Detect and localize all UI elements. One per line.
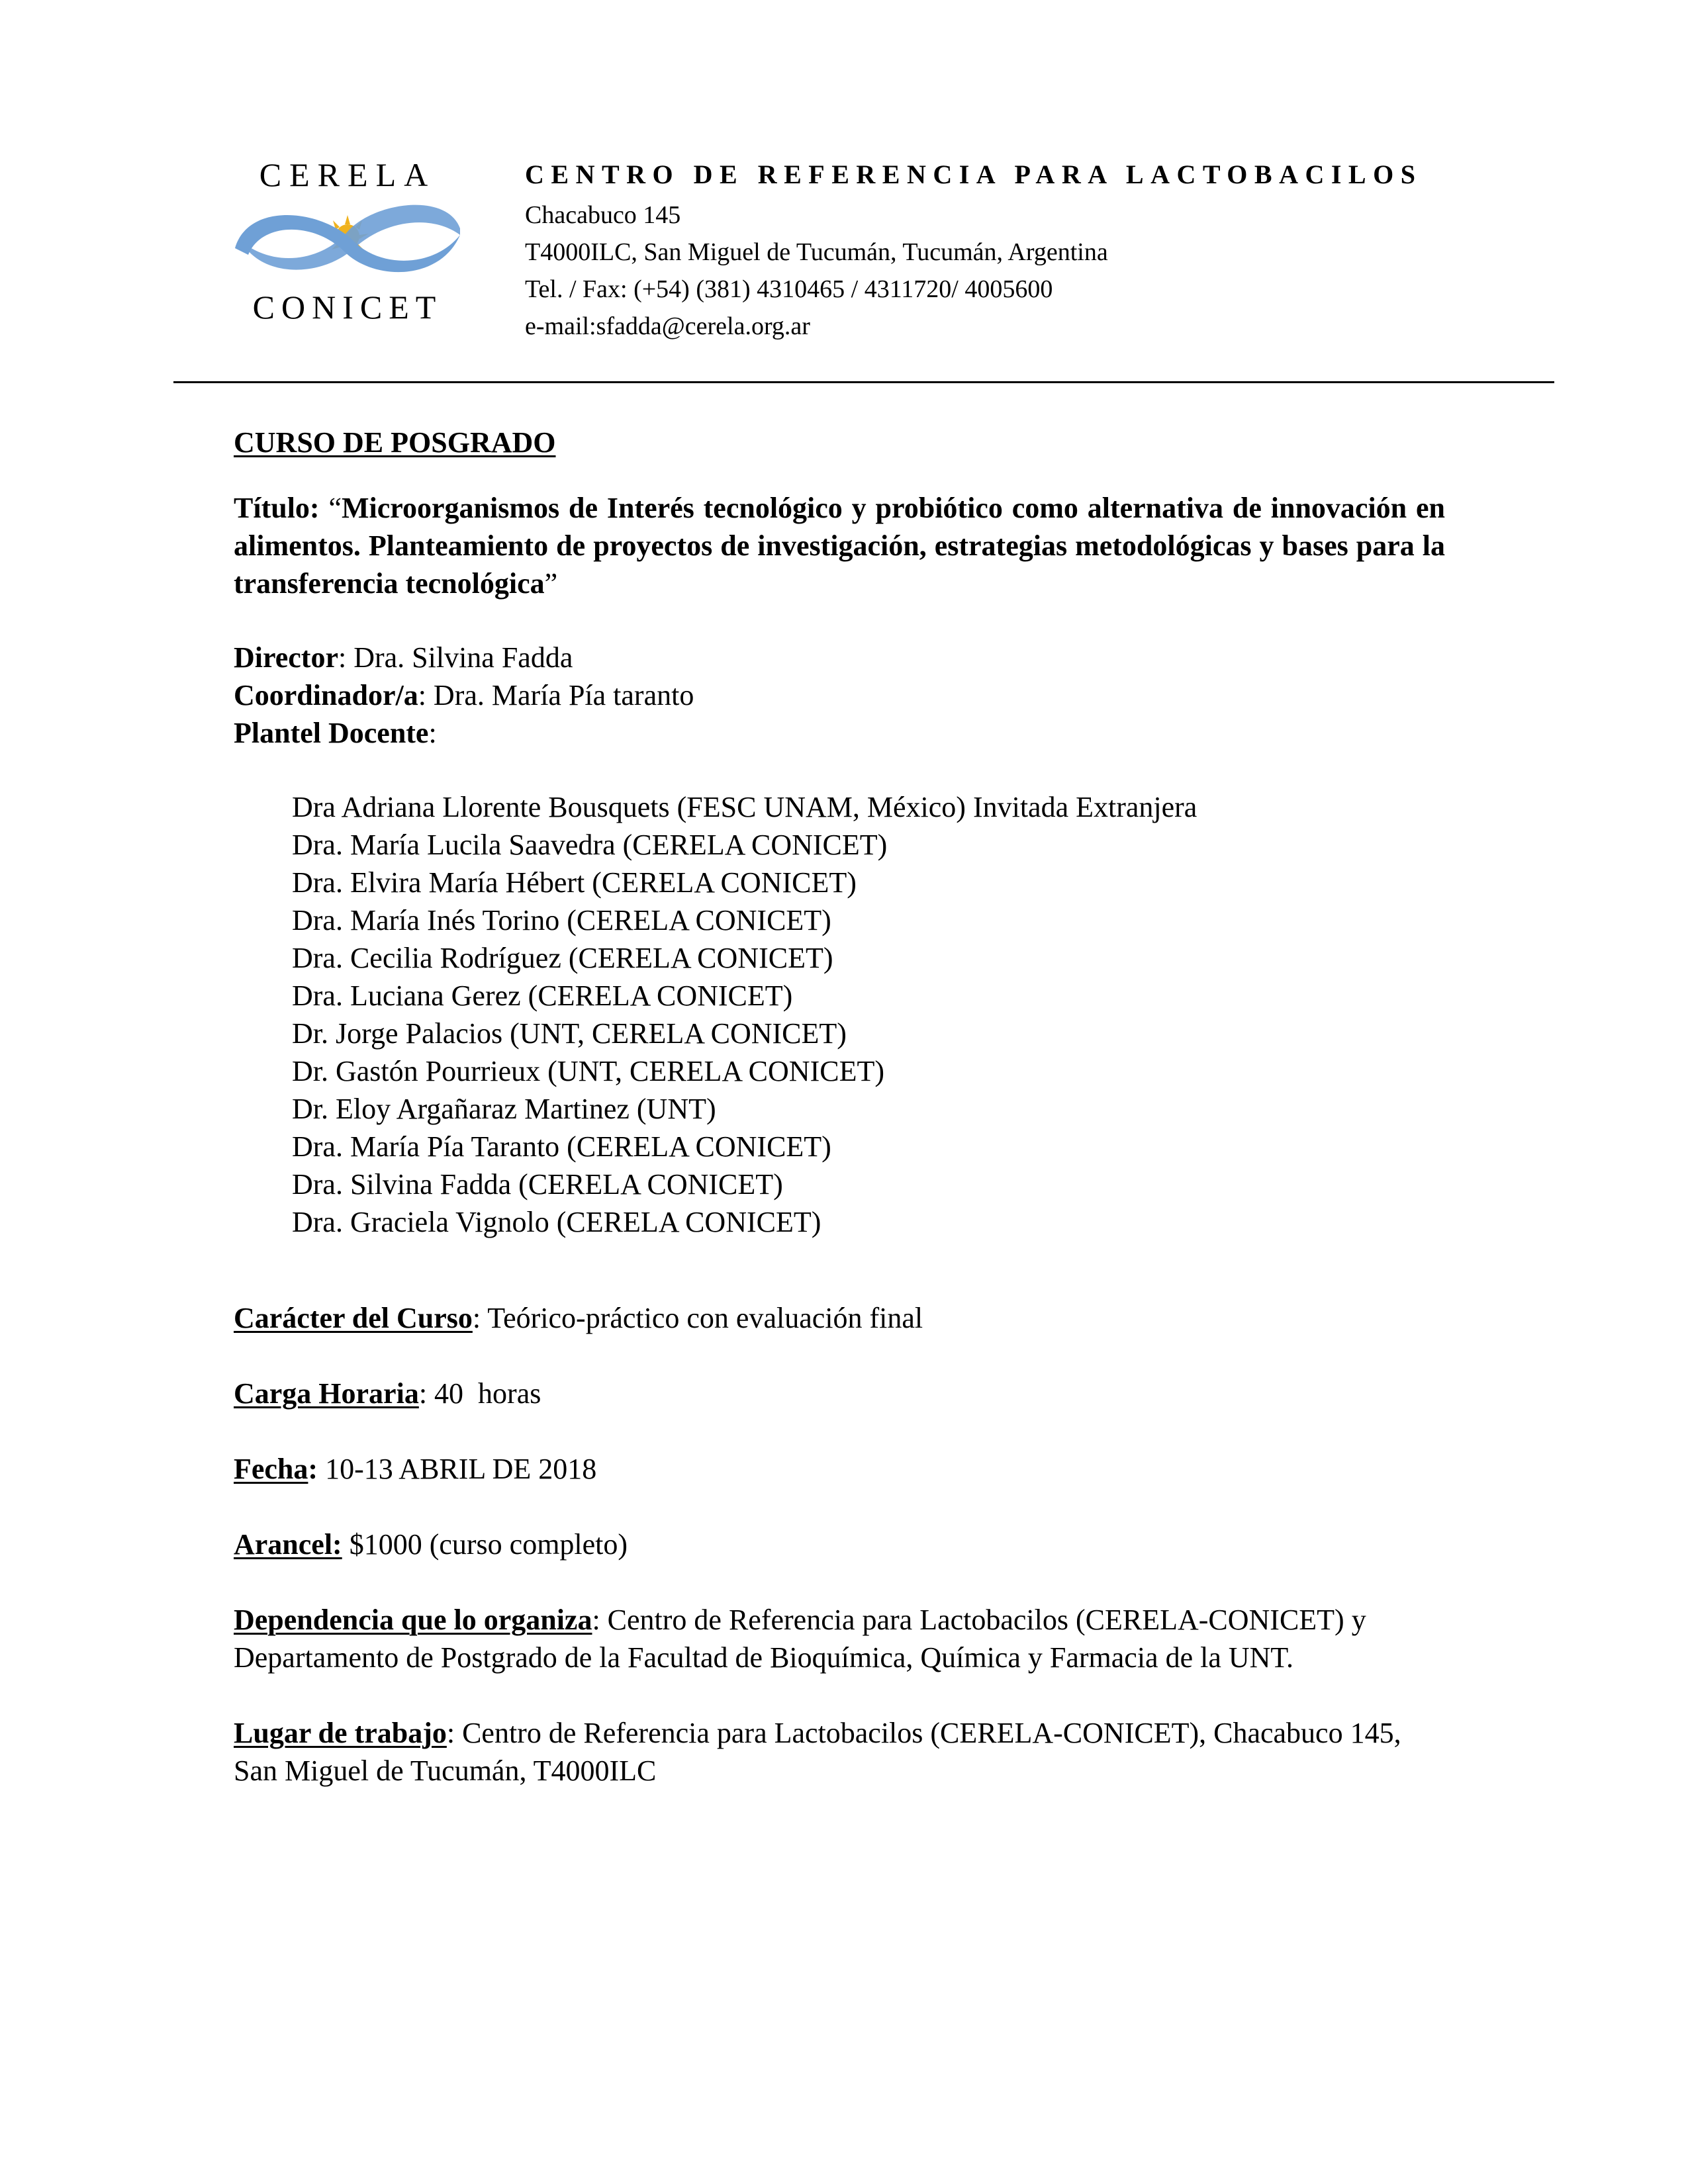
- course-heading: CURSO DE POSGRADO: [234, 426, 556, 459]
- address-line: Chacabuco 145: [525, 201, 681, 229]
- list-item: Dra. Graciela Vignolo (CERELA CONICET): [292, 1206, 821, 1238]
- dependencia-label: Dependencia que lo organiza: [234, 1604, 592, 1636]
- logo-emblem-icon: [222, 195, 473, 288]
- course-title: [234, 489, 1445, 602]
- staff-list: [234, 788, 1445, 1241]
- staff-colon: :: [428, 717, 437, 749]
- director-line: [234, 639, 1445, 676]
- carga-label: Carga Horaria: [234, 1377, 419, 1410]
- carga-field: [234, 1375, 1445, 1412]
- list-item: Dra. Luciana Gerez (CERELA CONICET): [292, 979, 793, 1012]
- list-item: Dra. Elvira María Hébert (CERELA CONICET): [292, 866, 857, 899]
- list-item: Dra. Silvina Fadda (CERELA CONICET): [292, 1168, 783, 1201]
- caracter-field: [234, 1299, 1445, 1337]
- list-item: Dra. María Inés Torino (CERELA CONICET): [292, 904, 831, 936]
- list-item: Dra. María Lucila Saavedra (CERELA CONICET): [292, 829, 888, 861]
- list-item: Dr. Jorge Palacios (UNT, CERELA CONICET): [292, 1017, 847, 1050]
- director-label: Director: [234, 641, 338, 674]
- list-item: Dr. Gastón Pourrieux (UNT, CERELA CONICET): [292, 1055, 884, 1087]
- list-item: Dra Adriana Llorente Bousquets (FESC UNAM, México) Invitada Extranjera: [292, 791, 1197, 823]
- title-open-quote: “: [319, 492, 342, 524]
- staff-label: Plantel Docente: [234, 717, 429, 749]
- header-divider: [173, 381, 1554, 383]
- dependencia-field: [234, 1601, 1445, 1676]
- title-text: Microorganismos de Interés tecnológico y probiótico como alternativa de innovación en alimentos. Planteamiento de proyectos de investigación, estrategias metodológicas y bases para la transferencia tecnológica: [234, 492, 1445, 600]
- carga-value: : 40 horas: [418, 1377, 541, 1410]
- document-body: [234, 424, 1445, 1827]
- fecha-label: Fecha: [234, 1453, 308, 1485]
- arancel-value: $1000 (curso completo): [342, 1528, 628, 1561]
- title-label: Título:: [234, 492, 320, 524]
- arancel-label: Arancel:: [234, 1528, 342, 1561]
- list-item: Dra. María Pía Taranto (CERELA CONICET): [292, 1130, 831, 1163]
- coordinator-line: [234, 676, 1445, 714]
- lugar-field: [234, 1714, 1445, 1790]
- director-value: : Dra. Silvina Fadda: [338, 641, 573, 674]
- coordinator-value: : Dra. María Pía taranto: [418, 679, 694, 711]
- fecha-value: 10-13 ABRIL DE 2018: [318, 1453, 597, 1485]
- list-item: Dr. Eloy Argañaraz Martinez (UNT): [292, 1093, 716, 1125]
- coordinator-label: Coordinador/a: [234, 679, 418, 711]
- fecha-colon: :: [308, 1453, 318, 1485]
- caracter-value: : Teórico-práctico con evaluación final: [472, 1302, 923, 1334]
- org-name: CENTRO DE REFERENCIA PARA LACTOBACILOS: [525, 159, 1423, 189]
- city-line: T4000ILC, San Miguel de Tucumán, Tucumán, Argentina: [525, 238, 1108, 266]
- email-line: e-mail:sfadda@cerela.org.ar: [525, 312, 810, 340]
- list-item: Dra. Cecilia Rodríguez (CERELA CONICET): [292, 942, 833, 974]
- dependencia-value: : Centro de Referencia para Lactobacilos (CERELA-CONICET) y Departamento de Postgrado de la Facultad de Bioquímica, Química y Farmacia de la UNT.: [234, 1604, 1366, 1674]
- logo-text-conicet: CONICET: [252, 289, 443, 326]
- roles-block: [234, 639, 1445, 752]
- staff-heading-line: [234, 714, 1445, 752]
- caracter-label: Carácter del Curso: [234, 1302, 473, 1334]
- course-details: [234, 1299, 1445, 1790]
- logo-text-cerela: CERELA: [259, 156, 436, 193]
- title-close-quote: ”: [544, 567, 558, 600]
- lugar-value: : Centro de Referencia para Lactobacilos (CERELA-CONICET), Chacabuco 145, San Miguel de Tucumán, T4000ILC: [234, 1717, 1401, 1787]
- letterhead: [525, 159, 1422, 345]
- fecha-field: [234, 1450, 1445, 1488]
- arancel-field: [234, 1525, 1445, 1563]
- lugar-label: Lugar de trabajo: [234, 1717, 447, 1749]
- phone-line: Tel. / Fax: (+54) (381) 4310465 / 4311720/ 4005600: [525, 275, 1053, 303]
- cerela-conicet-logo: [222, 156, 473, 334]
